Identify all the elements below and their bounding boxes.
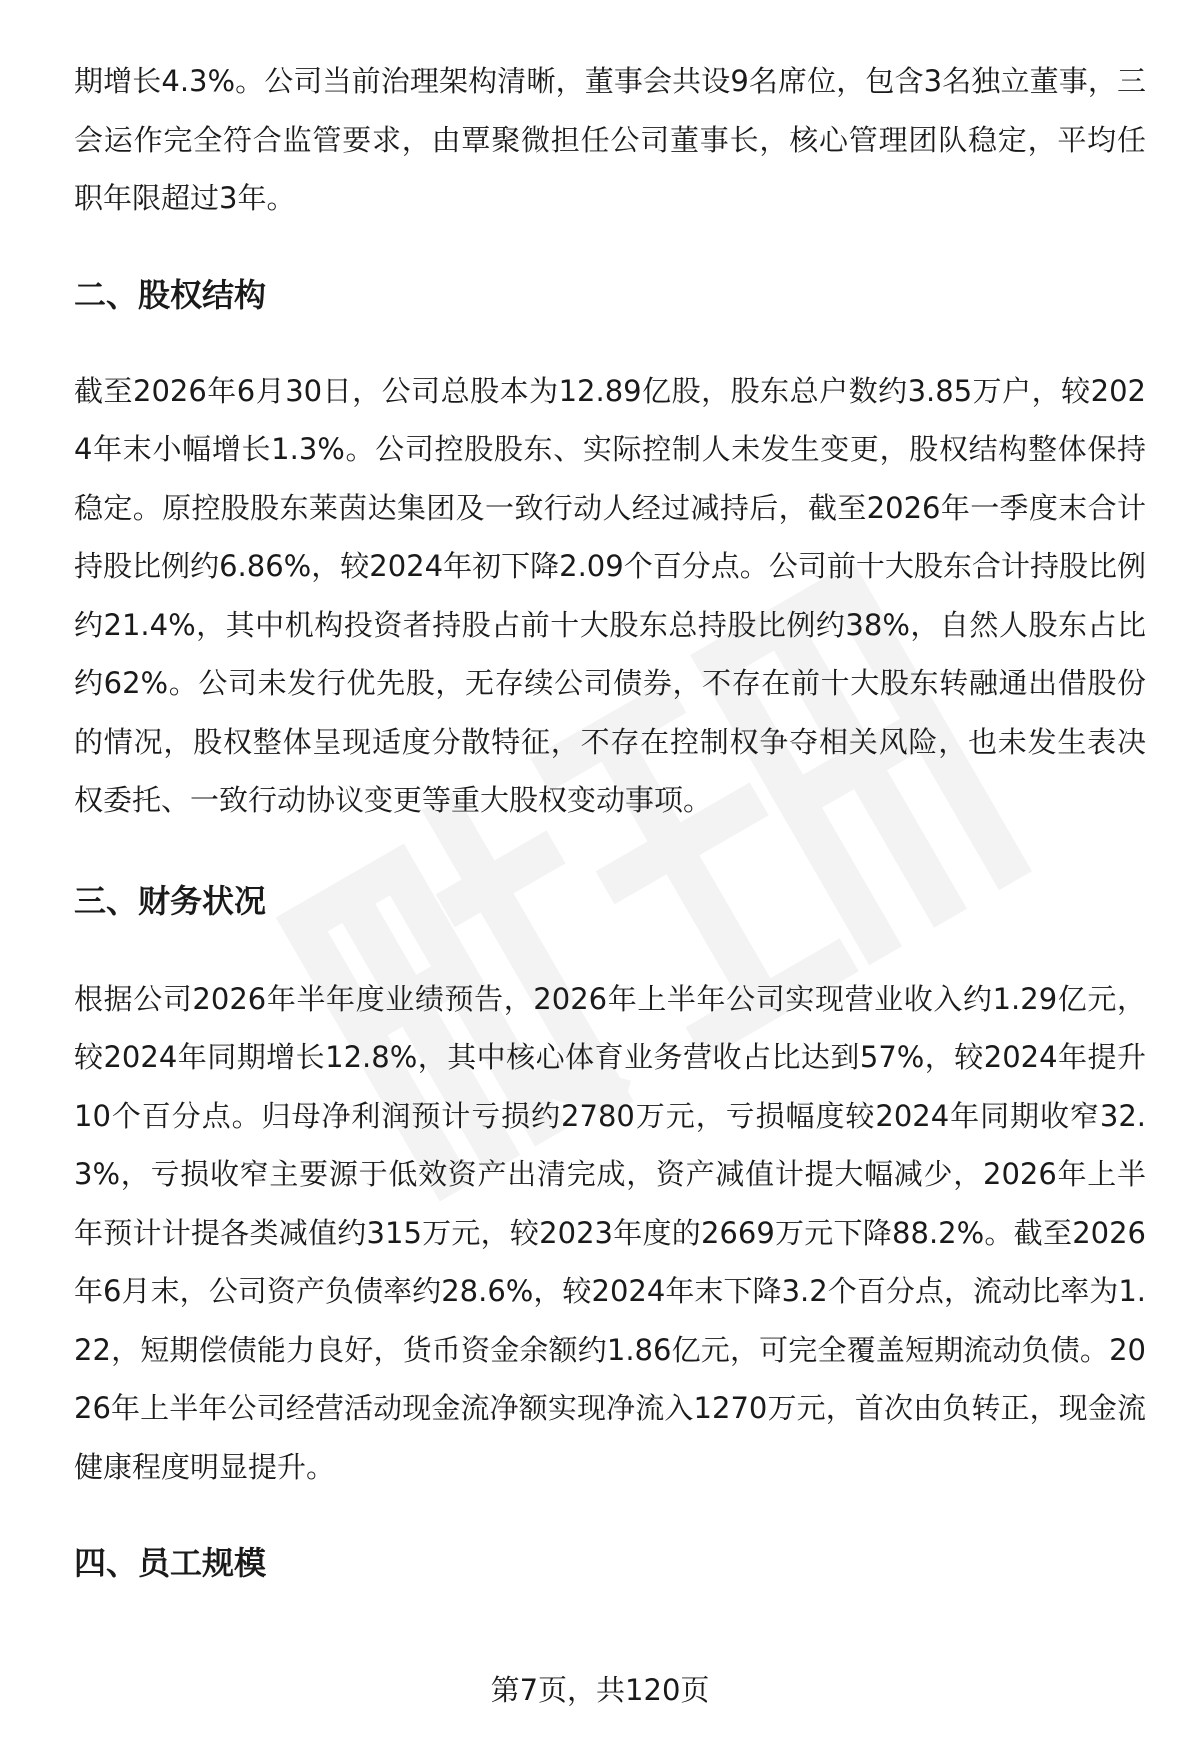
equity-structure-paragraph: 截至2026年6月30日，公司总股本为12.89亿股，股东总户数约3.85万户，较2024年末小幅增长1.3%。公司控股股东、实际控制人未发生变更，股权结构整体保持稳定。原控股股东莱茵达集团及一致行动人经过减持后，截至2026年一季度末合计持股比例约6.86%，较2024年初下降2.09个百分点。公司前十大股东合计持股比例约21.4%，其中机构投资者持股占前十大股东总持股比例约38%，自然人股东占比约62%。公司未发行优先股，无存续公司债券，不存在前十大股东转融通出借股份的情况，股权整体呈现适度分散特征，不存在控制权争夺相关风险，也未发生表决权委托、一致行动协议变更等重大股权变动事项。 bbox=[74, 373, 1146, 817]
page-number: 第7页，共120页 bbox=[490, 1673, 710, 1707]
section-title-financial-status: 三、财务状况 bbox=[74, 881, 267, 920]
document-body bbox=[74, 52, 1146, 1592]
section-title-equity-structure: 二、股权结构 bbox=[74, 275, 267, 314]
financial-status-paragraph: 根据公司2026年半年度业绩预告，2026年上半年公司实现营业收入约1.29亿元，较2024年同期增长12.8%，其中核心体育业务营收占比达到57%，较2024年提升10个百分点。归母净利润预计亏损约2780万元，亏损幅度较2024年同期收窄32.3%，亏损收窄主要源于低效资产出清完成，资产减值计提大幅减少，2026年上半年预计计提各类减值约315万元，较2023年度的2669万元下降88.2%。截至2026年6月末，公司资产负债率约28.6%，较2024年末下降3.2个百分点，流动比率为1.22，短期偿债能力良好，货币资金余额约1.86亿元，可完全覆盖短期流动负债。2026年上半年公司经营活动现金流净额实现净流入1270万元，首次由负转正，现金流健康程度明显提升。 bbox=[74, 981, 1146, 1484]
section-title-employee-scale: 四、员工规模 bbox=[74, 1544, 267, 1582]
governance-paragraph: 期增长4.3%。公司当前治理架构清晰，董事会共设9名席位，包含3名独立董事，三会运作完全符合监管要求，由覃聚微担任公司董事长，核心管理团队稳定，平均任职年限超过3年。 bbox=[74, 64, 1146, 215]
